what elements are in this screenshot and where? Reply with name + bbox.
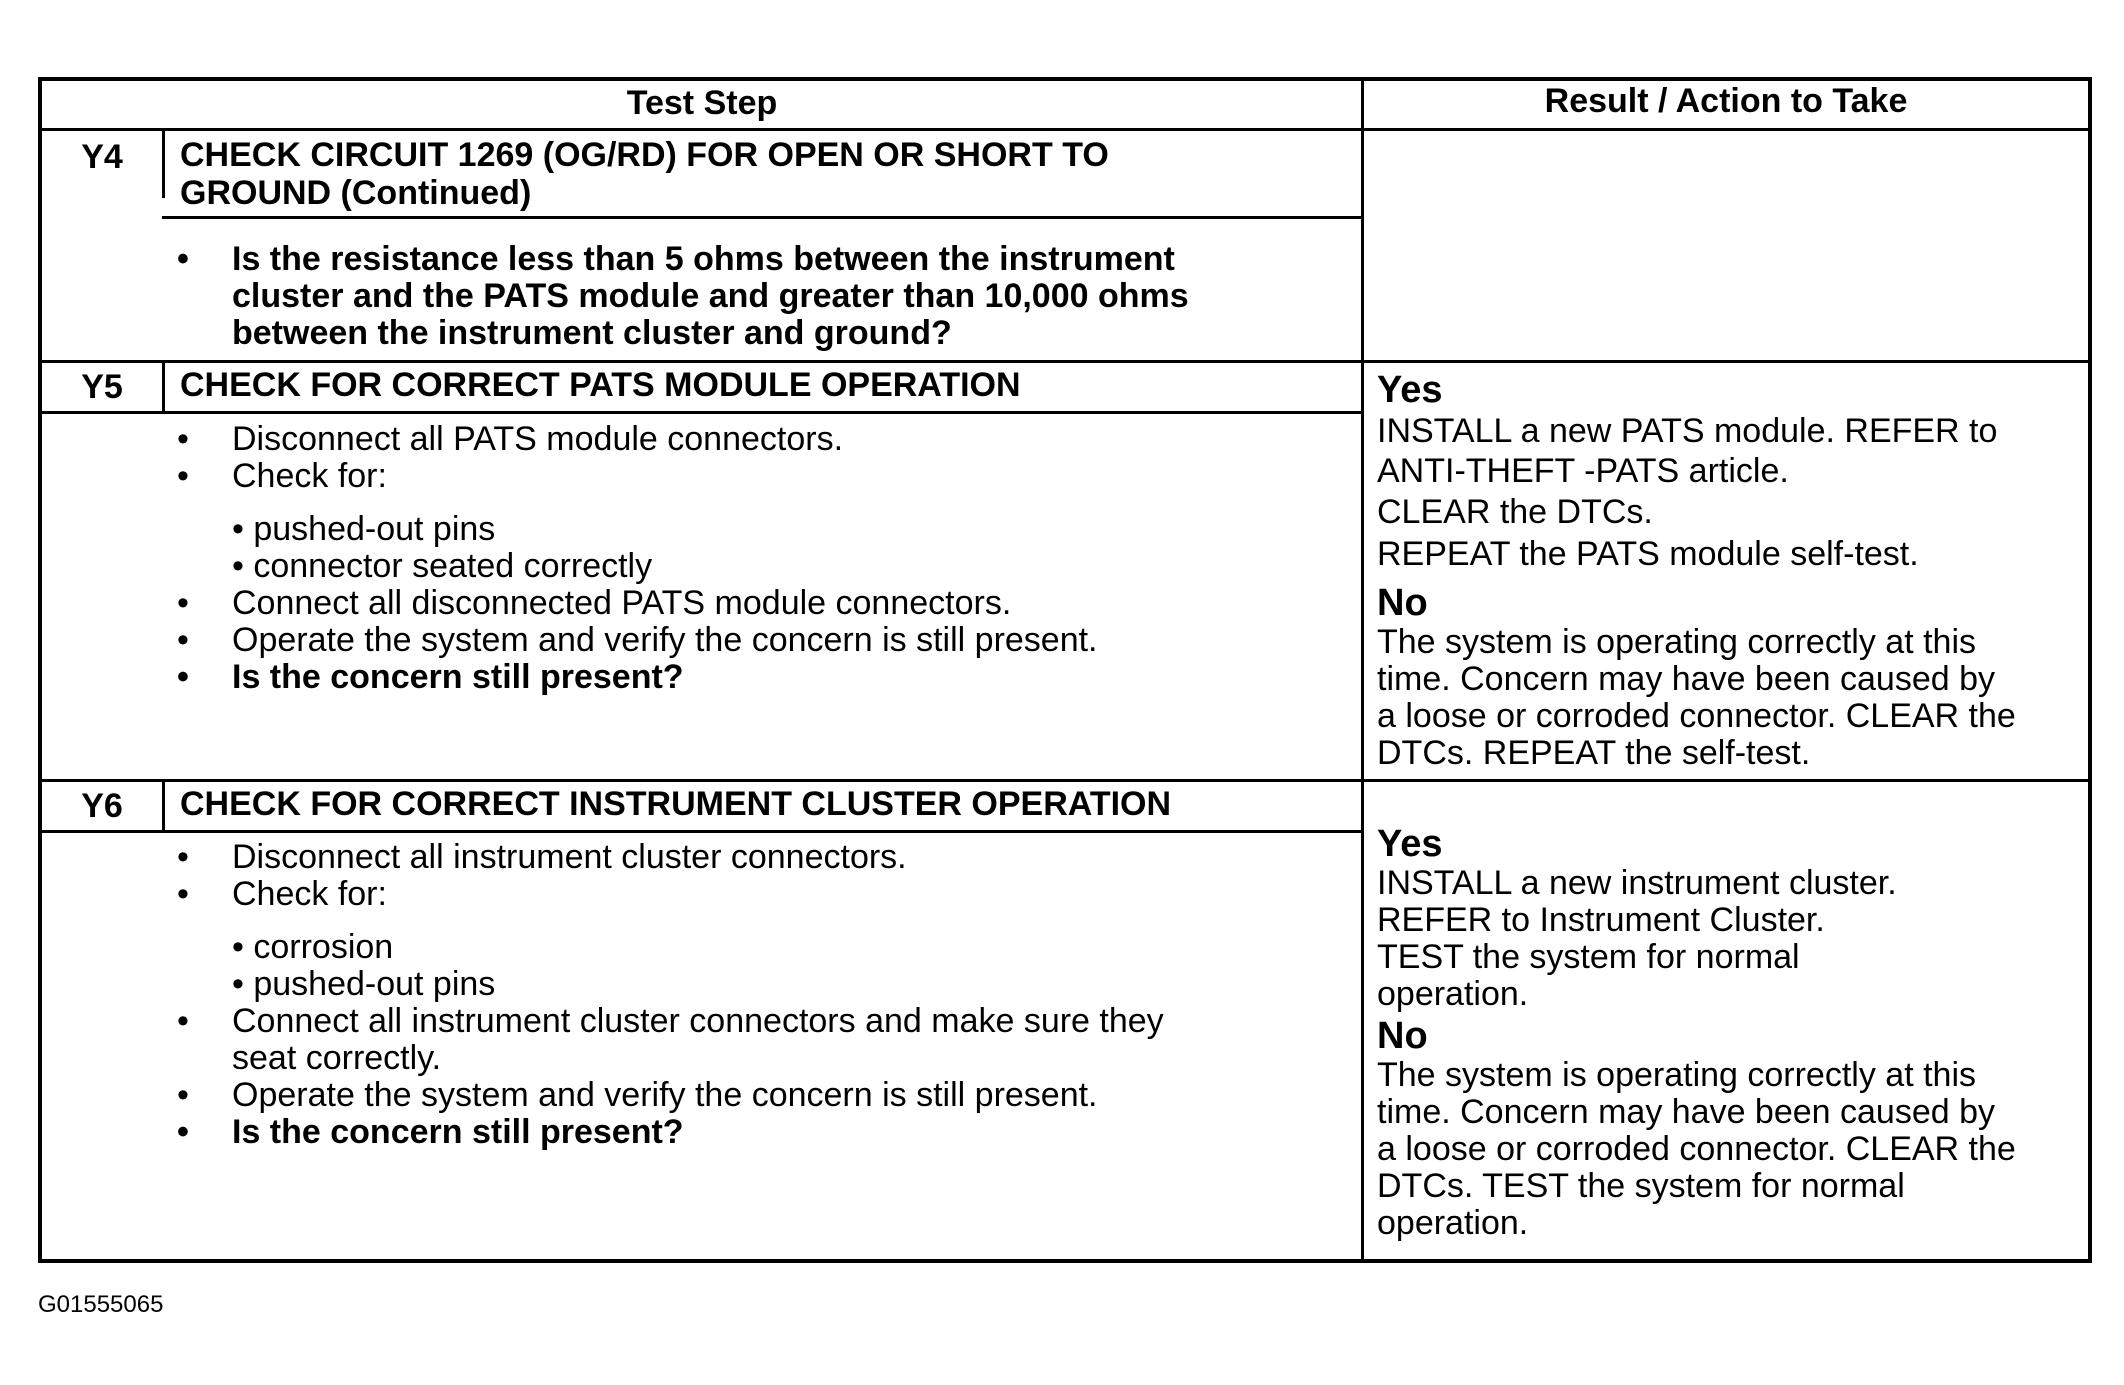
list-item-text: Disconnect all PATS module connectors. [232,420,844,458]
result-no-label-y6: No [1377,1015,1428,1057]
result-yes-text-y6 [1377,865,1897,1013]
figure-id: G01555065 [38,1291,164,1318]
title-divider-y5 [42,411,1362,414]
result-line: REPEAT the PATS module self-test. [1377,535,1919,573]
sub-list [232,511,652,585]
result-no-label-y5: No [1377,582,1428,624]
bullet-icon: • [177,1076,189,1114]
sub-list-item: • pushed-out pins [232,965,496,1003]
row-divider-y4 [42,360,2088,363]
sub-list-item: • connector seated correctly [232,547,653,585]
bullet-icon: • [177,838,189,876]
list-item-line: Is the resistance less than 5 ohms between the instrument [232,240,1175,278]
bullet-icon: • [177,621,189,659]
list-item-text: Operate the system and verify the concern is still present. [232,621,1098,659]
row-divider-y5 [42,779,2088,782]
step-number-y4: Y4 [81,138,123,176]
header-test-step: Test Step [626,84,778,122]
list-item-text: Is the concern still present? [232,1113,684,1151]
header-divider [42,128,2088,131]
result-no-text-y5 [1377,624,2016,772]
bullet-icon: • [177,457,189,495]
header-result: Result / Action to Take [1544,82,1908,120]
list-item-line: seat correctly. [232,1039,442,1077]
test-step-table [38,77,2092,1263]
result-line: ANTI-THEFT -PATS article. [1377,452,1789,490]
result-line: CLEAR the DTCs. [1377,493,1653,531]
result-no-text-y6 [1377,1057,2016,1242]
step-title-y4-line2: GROUND (Continued) [180,174,532,212]
sub-list [232,929,495,1003]
bullet-icon: • [177,875,189,913]
result-line: operation. [1377,1204,1529,1242]
list-item-text: Operate the system and verify the concern is still present. [232,1076,1098,1114]
list-item-text [232,241,1189,352]
result-yes-label-y6: Yes [1377,823,1443,865]
result-line: The system is operating correctly at this [1377,1056,1977,1094]
bullet-icon: • [177,420,189,458]
step-title-y5: CHECK FOR CORRECT PATS MODULE OPERATION [180,366,1021,404]
bullet-icon: • [177,658,189,696]
list-item-text: Check for: [232,457,387,495]
bullet-icon: • [177,584,189,622]
result-line: DTCs. REPEAT the self-test. [1377,734,1811,772]
list-item-text: Connect all disconnected PATS module connectors. [232,584,1012,622]
result-line: INSTALL a new instrument cluster. [1377,864,1897,902]
step-title-y6: CHECK FOR CORRECT INSTRUMENT CLUSTER OPERATION [180,785,1172,823]
result-line: INSTALL a new PATS module. REFER to [1377,412,1998,450]
bullet-icon: • [177,1113,189,1151]
sub-list-item: • pushed-out pins [232,510,496,548]
step-title-y4 [180,136,1109,212]
result-line: time. Concern may have been caused by [1377,660,1996,698]
result-line: a loose or corroded connector. CLEAR the [1377,1130,2016,1168]
title-divider-y6 [42,830,1362,833]
step-title-y4-line1: CHECK CIRCUIT 1269 (OG/RD) FOR OPEN OR SHORT TO [180,136,1109,174]
list-item-text: Disconnect all instrument cluster connectors. [232,838,907,876]
result-line: operation. [1377,975,1529,1013]
result-line: The system is operating correctly at this [1377,623,1977,661]
stepno-divider-y5 [162,360,165,413]
result-yes-label-y5: Yes [1377,369,1443,411]
column-divider [1361,81,1364,1263]
result-yes-text-y5 [1377,411,1997,575]
bullet-icon: • [177,1002,189,1040]
list-item-line: between the instrument cluster and ground? [232,314,952,352]
list-item-text: Is the concern still present? [232,658,684,696]
result-line: a loose or corroded connector. CLEAR the [1377,697,2016,735]
title-divider-y4 [162,216,1362,219]
bullet-icon: • [177,240,189,278]
stepno-divider-y4 [162,128,165,198]
result-line: time. Concern may have been caused by [1377,1093,1996,1131]
step-number-y6: Y6 [81,787,123,825]
list-item-line: Connect all instrument cluster connectors and make sure they [232,1002,1164,1040]
list-item-text: Check for: [232,875,387,913]
stepno-divider-y6 [162,779,165,832]
result-line: TEST the system for normal [1377,938,1800,976]
result-line: DTCs. TEST the system for normal [1377,1167,1905,1205]
result-line: REFER to Instrument Cluster. [1377,901,1825,939]
list-item-text [232,1003,1164,1077]
step-number-y5: Y5 [81,368,123,406]
list-item-line: cluster and the PATS module and greater than 10,000 ohms [232,277,1189,315]
sub-list-item: • corrosion [232,928,394,966]
